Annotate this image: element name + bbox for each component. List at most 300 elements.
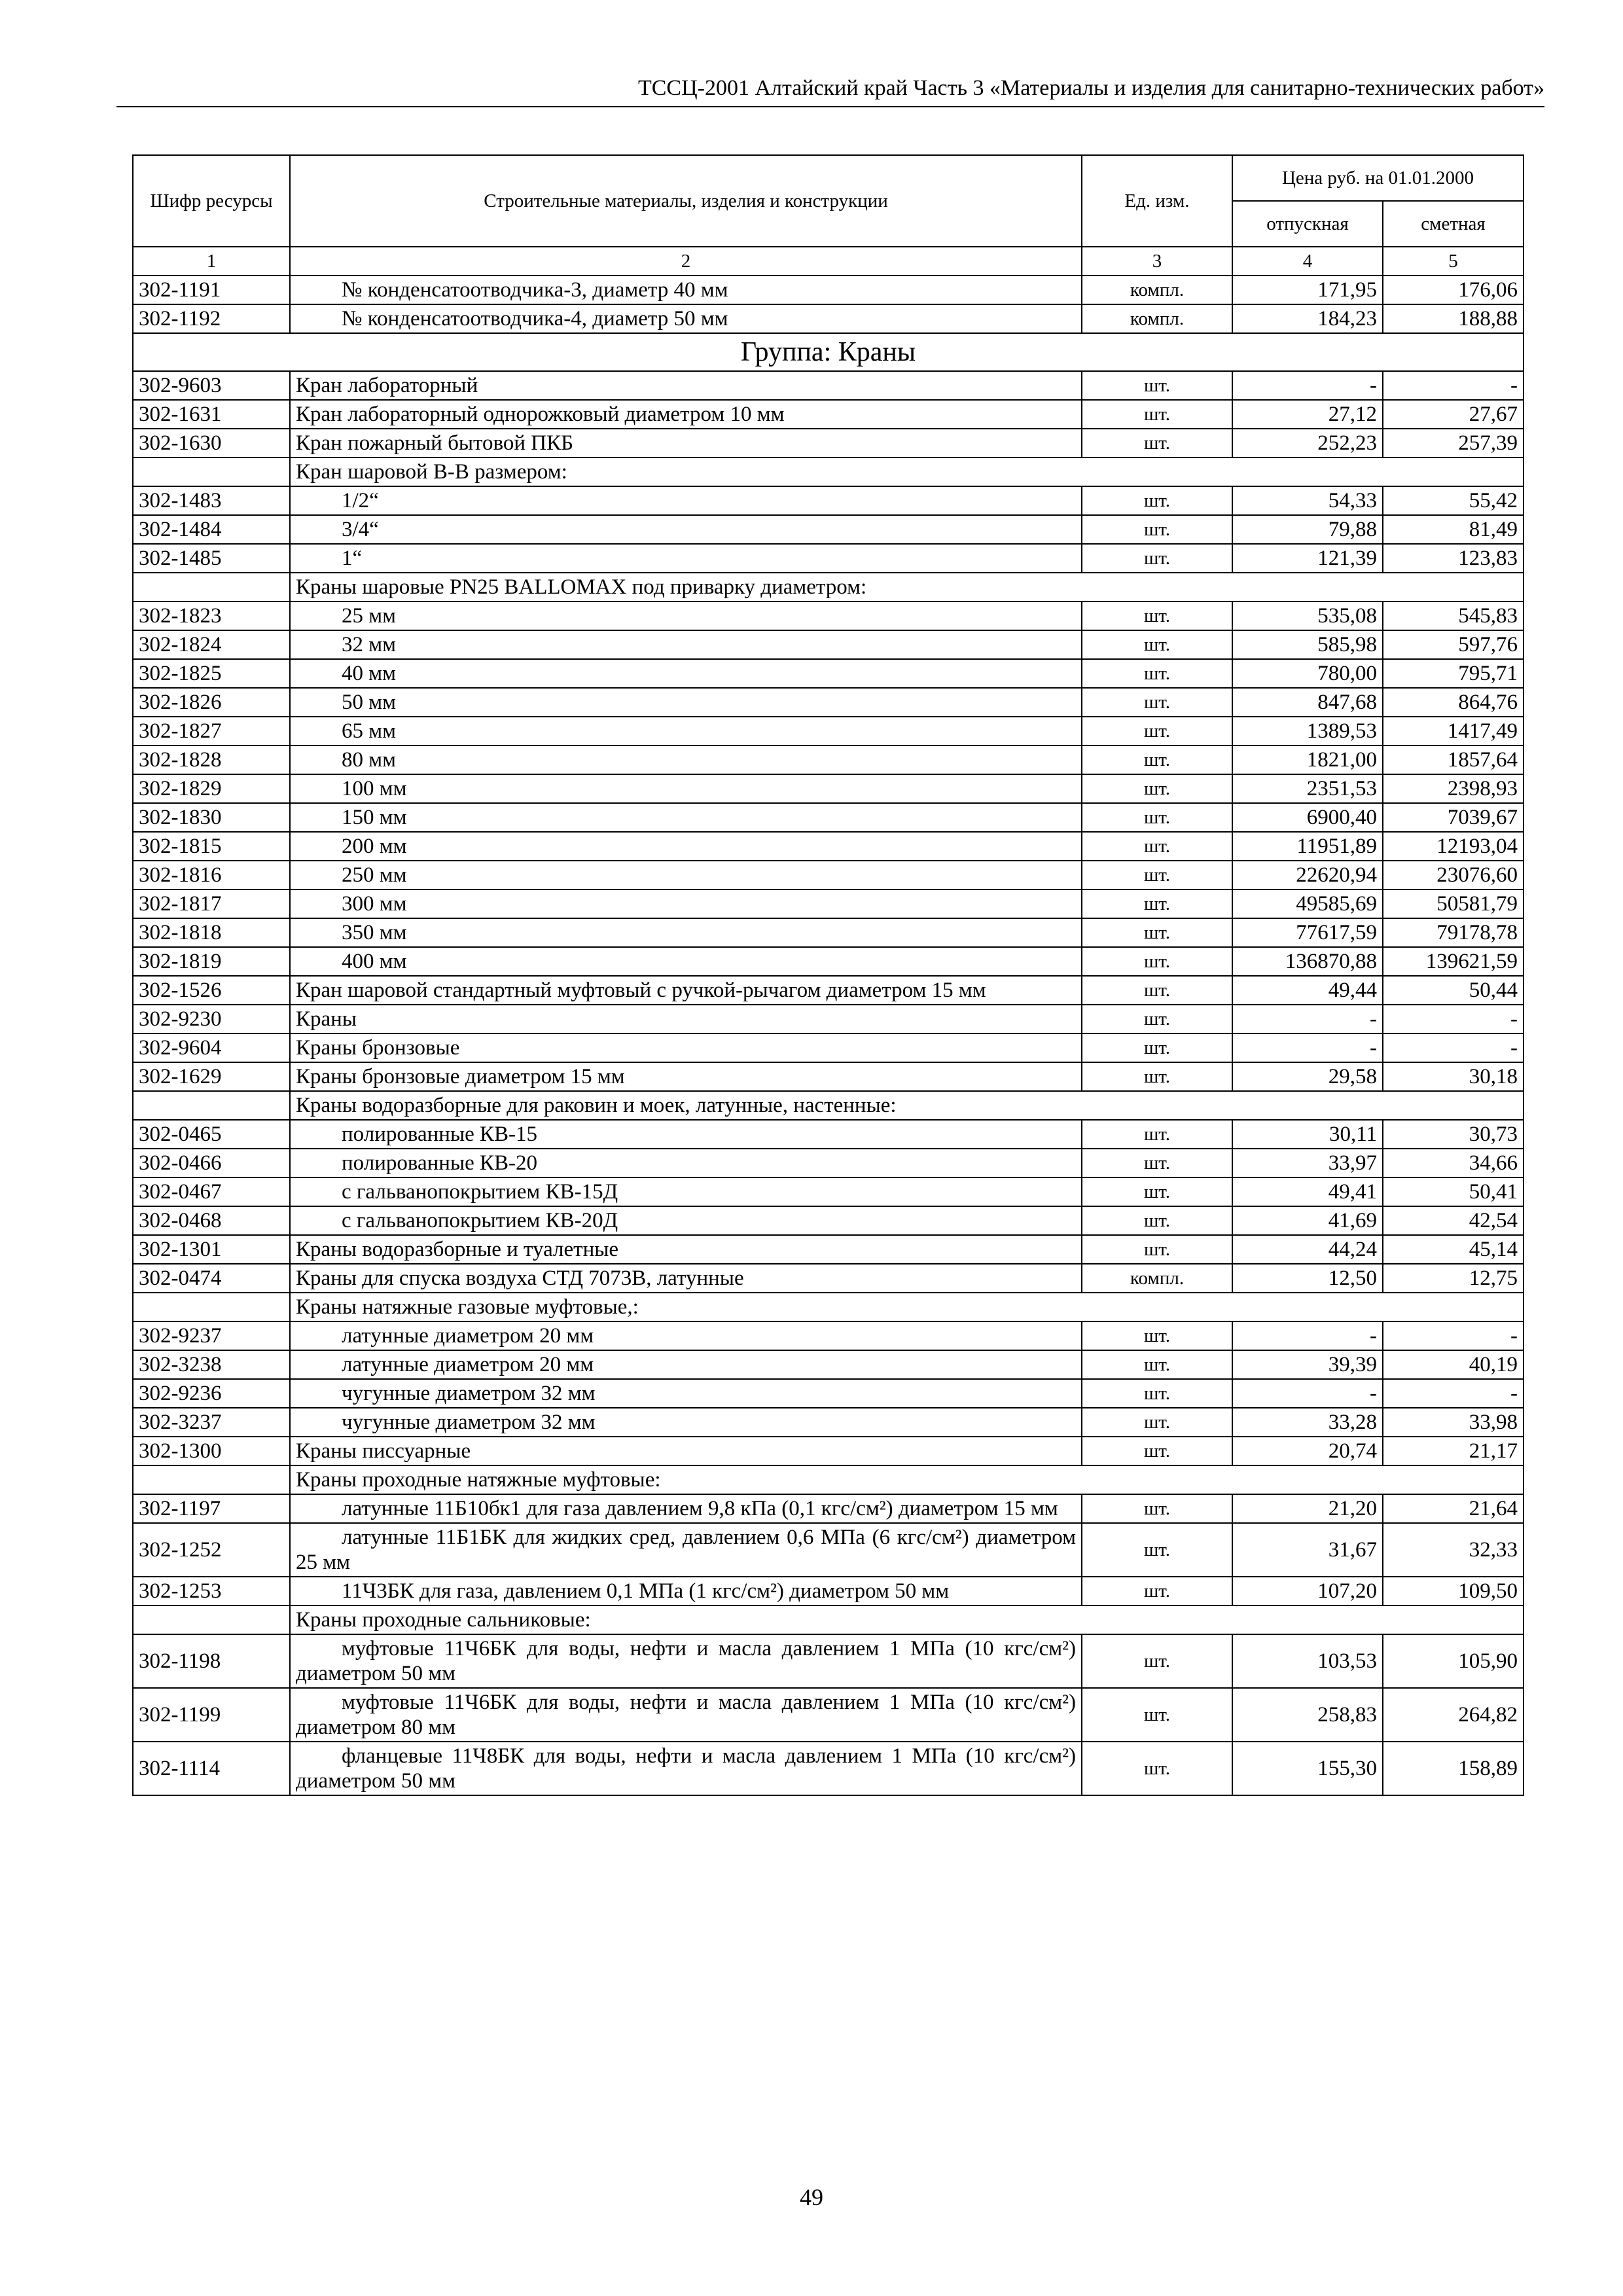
row-name-text: с гальванопокрытием КВ-20Д xyxy=(342,1209,618,1232)
col-header-price: Цена руб. на 01.01.2000 xyxy=(1232,155,1524,201)
row-name xyxy=(290,1350,1082,1379)
table-row xyxy=(133,861,1524,889)
row-unit: шт. xyxy=(1082,1235,1232,1264)
row-name xyxy=(290,400,1082,429)
row-code: 302-9230 xyxy=(133,1005,290,1033)
row-name xyxy=(290,1494,1082,1523)
running-header: ТССЦ-2001 Алтайский край Часть 3 «Материалы и изделия для санитарно-технических работ» xyxy=(637,76,1544,100)
row-unit: шт. xyxy=(1082,1350,1232,1379)
row-name xyxy=(290,1577,1082,1605)
row-code: 302-1827 xyxy=(133,717,290,745)
row-estimate-price: 176,06 xyxy=(1383,276,1524,304)
row-unit: шт. xyxy=(1082,400,1232,429)
row-code: 302-1301 xyxy=(133,1235,290,1264)
row-estimate-price: - xyxy=(1383,1379,1524,1408)
group-title: Группа: Краны xyxy=(133,333,1524,371)
row-code: 302-1629 xyxy=(133,1062,290,1091)
table-row xyxy=(133,1688,1524,1742)
row-unit: шт. xyxy=(1082,1005,1232,1033)
row-unit: шт. xyxy=(1082,832,1232,861)
row-code: 302-1252 xyxy=(133,1523,290,1577)
table-row xyxy=(133,1149,1524,1177)
row-estimate-price: - xyxy=(1383,1033,1524,1062)
row-estimate-price: 264,82 xyxy=(1383,1688,1524,1742)
row-name-text: 40 мм xyxy=(342,662,397,685)
row-release-price: 1389,53 xyxy=(1232,717,1383,745)
row-code: 302-1818 xyxy=(133,918,290,947)
row-estimate-price: 1857,64 xyxy=(1383,745,1524,774)
row-name xyxy=(290,745,1082,774)
row-name xyxy=(290,429,1082,457)
row-release-price: 49,44 xyxy=(1232,976,1383,1005)
row-unit: шт. xyxy=(1082,1437,1232,1465)
subheading-row xyxy=(133,1465,1524,1494)
row-release-price: 585,98 xyxy=(1232,630,1383,659)
row-code: 302-1192 xyxy=(133,304,290,333)
row-code-empty xyxy=(133,457,290,486)
row-estimate-price: 81,49 xyxy=(1383,515,1524,544)
row-unit: компл. xyxy=(1082,304,1232,333)
table-row xyxy=(133,515,1524,544)
row-release-price: 22620,94 xyxy=(1232,861,1383,889)
row-code: 302-1253 xyxy=(133,1577,290,1605)
row-estimate-price: - xyxy=(1383,371,1524,400)
column-number: 3 xyxy=(1082,247,1232,276)
column-number: 2 xyxy=(290,247,1082,276)
row-name xyxy=(290,371,1082,400)
table-row xyxy=(133,947,1524,976)
row-name-text: с гальванопокрытием КВ-15Д xyxy=(342,1180,618,1204)
subheading-text: Краны натяжные газовые муфтовые,: xyxy=(290,1293,1524,1321)
row-unit: шт. xyxy=(1082,659,1232,688)
row-estimate-price: 257,39 xyxy=(1383,429,1524,457)
table-row xyxy=(133,304,1524,333)
row-estimate-price: 2398,93 xyxy=(1383,774,1524,803)
row-name xyxy=(290,1634,1082,1688)
row-unit: шт. xyxy=(1082,1033,1232,1062)
row-name xyxy=(290,276,1082,304)
subheading-text: Краны шаровые PN25 BALLOMAX под приварку диаметром: xyxy=(290,573,1524,601)
row-release-price: 847,68 xyxy=(1232,688,1383,717)
row-name-text: 50 мм xyxy=(342,691,397,714)
row-name xyxy=(290,918,1082,947)
table-row xyxy=(133,400,1524,429)
row-name-text: 200 мм xyxy=(342,834,407,858)
row-unit: шт. xyxy=(1082,861,1232,889)
table-row xyxy=(133,1523,1524,1577)
price-table xyxy=(132,154,1524,1796)
row-name-text: 80 мм xyxy=(342,748,397,772)
row-name xyxy=(290,688,1082,717)
row-name-text: Краны бронзовые xyxy=(296,1036,460,1060)
row-release-price: 121,39 xyxy=(1232,544,1383,573)
col-header-unit: Ед. изм. xyxy=(1082,155,1232,247)
table-row xyxy=(133,1437,1524,1465)
row-name xyxy=(290,1688,1082,1742)
column-number: 1 xyxy=(133,247,290,276)
table-row xyxy=(133,601,1524,630)
row-name-text: 32 мм xyxy=(342,633,397,656)
row-name xyxy=(290,717,1082,745)
subheading-row xyxy=(133,1293,1524,1321)
row-release-price: 6900,40 xyxy=(1232,803,1383,832)
row-name-text: Кран шаровой стандартный муфтовый с ручкой-рычагом диаметром 15 мм xyxy=(296,978,986,1002)
row-code: 302-1484 xyxy=(133,515,290,544)
row-release-price: 41,69 xyxy=(1232,1206,1383,1235)
row-code: 302-1823 xyxy=(133,601,290,630)
row-unit: шт. xyxy=(1082,745,1232,774)
row-estimate-price: 105,90 xyxy=(1383,1634,1524,1688)
table-row xyxy=(133,1577,1524,1605)
subheading-row xyxy=(133,1605,1524,1634)
table-row xyxy=(133,918,1524,947)
row-code: 302-1485 xyxy=(133,544,290,573)
column-number: 4 xyxy=(1232,247,1383,276)
row-estimate-price: 597,76 xyxy=(1383,630,1524,659)
row-estimate-price: 158,89 xyxy=(1383,1742,1524,1795)
subheading-row xyxy=(133,1091,1524,1120)
table-row xyxy=(133,1742,1524,1795)
row-estimate-price: 1417,49 xyxy=(1383,717,1524,745)
table-row xyxy=(133,659,1524,688)
row-release-price: 54,33 xyxy=(1232,486,1383,515)
row-name-text: 1/2“ xyxy=(342,489,379,512)
row-code: 302-1199 xyxy=(133,1688,290,1742)
row-code: 302-1198 xyxy=(133,1634,290,1688)
row-code: 302-9236 xyxy=(133,1379,290,1408)
row-name xyxy=(290,1235,1082,1264)
subheading-text: Краны проходные сальниковые: xyxy=(290,1605,1524,1634)
row-unit: шт. xyxy=(1082,486,1232,515)
row-estimate-price: 12,75 xyxy=(1383,1264,1524,1293)
row-name-text: Кран лабораторный xyxy=(296,374,478,397)
row-estimate-price: 188,88 xyxy=(1383,304,1524,333)
row-unit: шт. xyxy=(1082,1523,1232,1577)
row-unit: шт. xyxy=(1082,630,1232,659)
table-row xyxy=(133,1033,1524,1062)
table-row xyxy=(133,1177,1524,1206)
row-unit: шт. xyxy=(1082,774,1232,803)
row-estimate-price: 7039,67 xyxy=(1383,803,1524,832)
row-release-price: 107,20 xyxy=(1232,1577,1383,1605)
row-estimate-price: 139621,59 xyxy=(1383,947,1524,976)
row-name xyxy=(290,1264,1082,1293)
row-estimate-price: 50,44 xyxy=(1383,976,1524,1005)
row-name xyxy=(290,1120,1082,1149)
row-estimate-price: 109,50 xyxy=(1383,1577,1524,1605)
row-name-text: латунные диаметром 20 мм xyxy=(342,1324,594,1348)
row-release-price: 79,88 xyxy=(1232,515,1383,544)
row-release-price: 77617,59 xyxy=(1232,918,1383,947)
row-unit: шт. xyxy=(1082,429,1232,457)
row-estimate-price: 42,54 xyxy=(1383,1206,1524,1235)
row-estimate-price: 545,83 xyxy=(1383,601,1524,630)
row-estimate-price: - xyxy=(1383,1321,1524,1350)
row-name-text: Кран лабораторный однорожковый диаметром 10 мм xyxy=(296,403,785,426)
row-name xyxy=(290,515,1082,544)
row-unit: шт. xyxy=(1082,1634,1232,1688)
col-header-name: Строительные материалы, изделия и конструкции xyxy=(290,155,1082,247)
row-estimate-price: 34,66 xyxy=(1383,1149,1524,1177)
row-release-price: - xyxy=(1232,1321,1383,1350)
row-name xyxy=(290,304,1082,333)
row-release-price: - xyxy=(1232,1033,1383,1062)
row-name-text: Краны xyxy=(296,1007,357,1031)
row-release-price: 44,24 xyxy=(1232,1235,1383,1264)
table-row xyxy=(133,1408,1524,1437)
table-row xyxy=(133,745,1524,774)
row-estimate-price: 30,73 xyxy=(1383,1120,1524,1149)
table-row xyxy=(133,544,1524,573)
row-name xyxy=(290,1523,1082,1577)
row-release-price: - xyxy=(1232,371,1383,400)
row-release-price: 30,11 xyxy=(1232,1120,1383,1149)
row-estimate-price: 32,33 xyxy=(1383,1523,1524,1577)
row-release-price: 21,20 xyxy=(1232,1494,1383,1523)
row-unit: компл. xyxy=(1082,276,1232,304)
col-header-code: Шифр ресурсы xyxy=(133,155,290,247)
table-row xyxy=(133,630,1524,659)
row-release-price: 33,97 xyxy=(1232,1149,1383,1177)
row-name-text: 250 мм xyxy=(342,863,407,887)
row-estimate-price: - xyxy=(1383,1005,1524,1033)
row-name xyxy=(290,1379,1082,1408)
row-name xyxy=(290,1062,1082,1091)
table-row xyxy=(133,1005,1524,1033)
row-name-text: 100 мм xyxy=(342,777,407,800)
row-code: 302-1828 xyxy=(133,745,290,774)
row-code: 302-9604 xyxy=(133,1033,290,1062)
row-release-price: 2351,53 xyxy=(1232,774,1383,803)
table-row xyxy=(133,803,1524,832)
table-row xyxy=(133,976,1524,1005)
row-name xyxy=(290,1005,1082,1033)
table-row xyxy=(133,1120,1524,1149)
row-code: 302-1817 xyxy=(133,889,290,918)
table-row xyxy=(133,1264,1524,1293)
row-name-text: полированные КВ-15 xyxy=(342,1122,538,1146)
row-code: 302-1197 xyxy=(133,1494,290,1523)
table-row xyxy=(133,276,1524,304)
table-row xyxy=(133,1321,1524,1350)
row-release-price: 136870,88 xyxy=(1232,947,1383,976)
row-code: 302-1631 xyxy=(133,400,290,429)
row-name-text: 11Ч3БК для газа, давлением 0,1 МПа (1 кгс/см²) диаметром 50 мм xyxy=(342,1579,950,1603)
table-row xyxy=(133,1494,1524,1523)
table-row xyxy=(133,688,1524,717)
row-estimate-price: 795,71 xyxy=(1383,659,1524,688)
row-estimate-price: 33,98 xyxy=(1383,1408,1524,1437)
row-code: 302-1815 xyxy=(133,832,290,861)
row-unit: шт. xyxy=(1082,1577,1232,1605)
table-row xyxy=(133,1235,1524,1264)
row-code: 302-9603 xyxy=(133,371,290,400)
row-name xyxy=(290,1149,1082,1177)
row-unit: шт. xyxy=(1082,371,1232,400)
row-release-price: - xyxy=(1232,1005,1383,1033)
group-row xyxy=(133,333,1524,371)
row-name xyxy=(290,1437,1082,1465)
table-row xyxy=(133,774,1524,803)
row-release-price: 258,83 xyxy=(1232,1688,1383,1742)
table-row xyxy=(133,429,1524,457)
table-body xyxy=(133,247,1524,1795)
row-name-text: 3/4“ xyxy=(342,518,379,541)
row-name xyxy=(290,861,1082,889)
row-name-text: муфтовые 11Ч6БК для воды, нефти и масла давлением 1 МПа (10 кгс/см²) диаметром 80 мм xyxy=(296,1691,1076,1739)
row-release-price: 780,00 xyxy=(1232,659,1383,688)
table-row xyxy=(133,1062,1524,1091)
table-row xyxy=(133,1206,1524,1235)
row-name-text: Краны водоразборные и туалетные xyxy=(296,1238,619,1261)
row-name-text: Краны бронзовые диаметром 15 мм xyxy=(296,1065,625,1088)
row-release-price: 49585,69 xyxy=(1232,889,1383,918)
row-name-text: Краны писсуарные xyxy=(296,1439,471,1463)
row-release-price: 29,58 xyxy=(1232,1062,1383,1091)
row-name-text: 300 мм xyxy=(342,892,407,916)
row-name xyxy=(290,1408,1082,1437)
row-name xyxy=(290,889,1082,918)
row-code: 302-1526 xyxy=(133,976,290,1005)
row-code: 302-3238 xyxy=(133,1350,290,1379)
row-code: 302-1830 xyxy=(133,803,290,832)
table-row xyxy=(133,1379,1524,1408)
row-code: 302-1191 xyxy=(133,276,290,304)
row-name-text: полированные КВ-20 xyxy=(342,1151,538,1175)
row-name xyxy=(290,832,1082,861)
row-release-price: 27,12 xyxy=(1232,400,1383,429)
row-name xyxy=(290,1033,1082,1062)
row-name xyxy=(290,544,1082,573)
subheading-text: Кран шаровой В-В размером: xyxy=(290,457,1524,486)
row-name-text: 25 мм xyxy=(342,604,397,628)
row-unit: шт. xyxy=(1082,889,1232,918)
row-code: 302-0474 xyxy=(133,1264,290,1293)
row-name xyxy=(290,1742,1082,1795)
row-name-text: латунные диаметром 20 мм xyxy=(342,1353,594,1376)
row-unit: шт. xyxy=(1082,976,1232,1005)
header-rule xyxy=(116,106,1544,107)
col-header-release: отпускная xyxy=(1232,201,1383,247)
row-code-empty xyxy=(133,1605,290,1634)
row-name-text: Кран пожарный бытовой ПКБ xyxy=(296,431,574,455)
row-release-price: 49,41 xyxy=(1232,1177,1383,1206)
row-code: 302-0467 xyxy=(133,1177,290,1206)
row-release-price: 535,08 xyxy=(1232,601,1383,630)
row-name xyxy=(290,659,1082,688)
table-row xyxy=(133,371,1524,400)
column-number-row xyxy=(133,247,1524,276)
row-code: 302-9237 xyxy=(133,1321,290,1350)
row-code: 302-0466 xyxy=(133,1149,290,1177)
row-name xyxy=(290,1206,1082,1235)
row-unit: шт. xyxy=(1082,1494,1232,1523)
row-estimate-price: 27,67 xyxy=(1383,400,1524,429)
row-unit: шт. xyxy=(1082,717,1232,745)
row-unit: компл. xyxy=(1082,1264,1232,1293)
row-code: 302-0465 xyxy=(133,1120,290,1149)
row-name-text: 1“ xyxy=(342,547,363,570)
row-name-text: № конденсатоотводчика-3, диаметр 40 мм xyxy=(342,278,728,302)
row-code-empty xyxy=(133,1465,290,1494)
column-number: 5 xyxy=(1383,247,1524,276)
row-release-price: 20,74 xyxy=(1232,1437,1383,1465)
row-release-price: 252,23 xyxy=(1232,429,1383,457)
row-release-price: 103,53 xyxy=(1232,1634,1383,1688)
row-release-price: 31,67 xyxy=(1232,1523,1383,1577)
row-name-text: чугунные диаметром 32 мм xyxy=(342,1410,596,1434)
row-estimate-price: 21,64 xyxy=(1383,1494,1524,1523)
row-estimate-price: 50,41 xyxy=(1383,1177,1524,1206)
subheading-row xyxy=(133,457,1524,486)
row-unit: шт. xyxy=(1082,1688,1232,1742)
row-unit: шт. xyxy=(1082,1321,1232,1350)
row-code-empty xyxy=(133,573,290,601)
row-code: 302-1300 xyxy=(133,1437,290,1465)
row-unit: шт. xyxy=(1082,947,1232,976)
row-code: 302-1114 xyxy=(133,1742,290,1795)
row-name-text: № конденсатоотводчика-4, диаметр 50 мм xyxy=(342,307,728,331)
row-unit: шт. xyxy=(1082,1120,1232,1149)
row-name xyxy=(290,630,1082,659)
row-code-empty xyxy=(133,1293,290,1321)
table-row xyxy=(133,717,1524,745)
row-name xyxy=(290,774,1082,803)
row-unit: шт. xyxy=(1082,601,1232,630)
row-code: 302-0468 xyxy=(133,1206,290,1235)
row-unit: шт. xyxy=(1082,1062,1232,1091)
row-name-text: латунные 11Б1БК для жидких сред, давлением 0,6 МПа (6 кгс/см²) диаметром 25 мм xyxy=(296,1526,1076,1574)
row-release-price: 171,95 xyxy=(1232,276,1383,304)
row-name-text: 400 мм xyxy=(342,950,407,973)
row-release-price: 11951,89 xyxy=(1232,832,1383,861)
row-name-text: муфтовые 11Ч6БК для воды, нефти и масла давлением 1 МПа (10 кгс/см²) диаметром 50 мм xyxy=(296,1637,1076,1685)
row-name xyxy=(290,803,1082,832)
row-unit: шт. xyxy=(1082,688,1232,717)
row-estimate-price: 12193,04 xyxy=(1383,832,1524,861)
row-name xyxy=(290,976,1082,1005)
row-code: 302-1829 xyxy=(133,774,290,803)
row-code: 302-1825 xyxy=(133,659,290,688)
row-code: 302-1630 xyxy=(133,429,290,457)
table-row xyxy=(133,889,1524,918)
row-name xyxy=(290,1321,1082,1350)
row-unit: шт. xyxy=(1082,1149,1232,1177)
row-estimate-price: 864,76 xyxy=(1383,688,1524,717)
subheading-row xyxy=(133,573,1524,601)
row-unit: шт. xyxy=(1082,1206,1232,1235)
row-name-text: 150 мм xyxy=(342,806,407,829)
row-estimate-price: 123,83 xyxy=(1383,544,1524,573)
row-unit: шт. xyxy=(1082,544,1232,573)
row-name-text: латунные 11Б10бк1 для газа давлением 9,8 кПа (0,1 кгс/см²) диаметром 15 мм xyxy=(342,1497,1058,1520)
row-estimate-price: 21,17 xyxy=(1383,1437,1524,1465)
row-estimate-price: 30,18 xyxy=(1383,1062,1524,1091)
row-unit: шт. xyxy=(1082,1177,1232,1206)
page-number: 49 xyxy=(800,2184,823,2210)
row-name-text: фланцевые 11Ч8БК для воды, нефти и масла давлением 1 МПа (10 кгс/см²) диаметром 50 мм xyxy=(296,1744,1076,1793)
row-unit: шт. xyxy=(1082,515,1232,544)
row-unit: шт. xyxy=(1082,1408,1232,1437)
col-header-estimate: сметная xyxy=(1383,201,1524,247)
subheading-text: Краны водоразборные для раковин и моек, латунные, настенные: xyxy=(290,1091,1524,1120)
row-code: 302-1826 xyxy=(133,688,290,717)
row-code: 302-1483 xyxy=(133,486,290,515)
subheading-text: Краны проходные натяжные муфтовые: xyxy=(290,1465,1524,1494)
row-unit: шт. xyxy=(1082,1742,1232,1795)
row-estimate-price: 79178,78 xyxy=(1383,918,1524,947)
row-release-price: - xyxy=(1232,1379,1383,1408)
